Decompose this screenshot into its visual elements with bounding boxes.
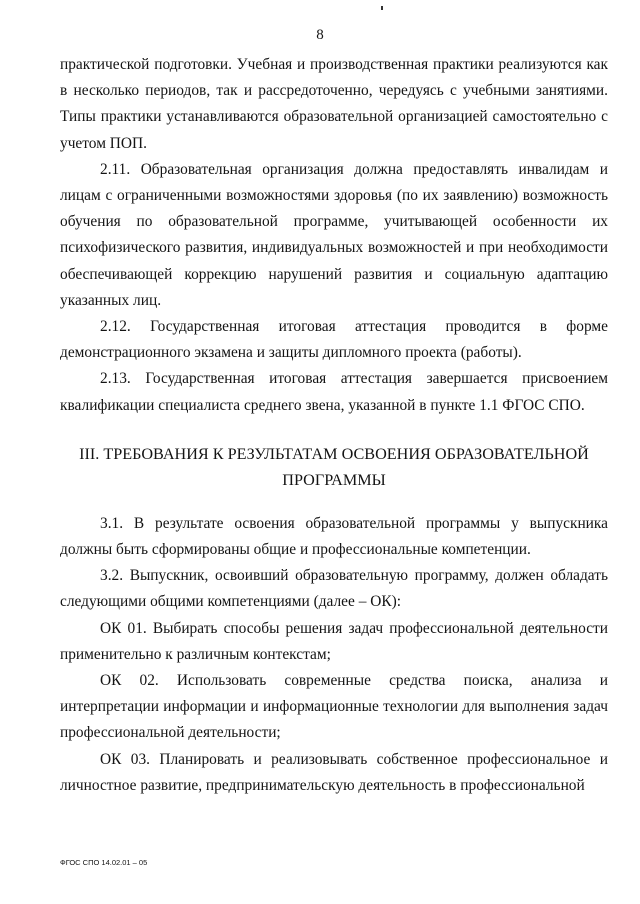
- document-code-footer: ФГОС СПО 14.02.01 – 05: [60, 858, 148, 867]
- paragraph-2-11: 2.11. Образовательная организация должна предоставлять инвалидам и лицам с ограниченными возможностями здоровья (по их заявлению) возможность обучения по образовательной программе, учитывающей особенности их психофизического развития, индивидуальных возможностей и при необходимости обеспечивающей коррекцию нарушений развития и социальную адаптацию указанных лиц.: [60, 160, 608, 309]
- page-number: 8: [316, 27, 324, 43]
- paragraph-continuation: практической подготовки. Учебная и производственная практики реализуются как в несколько периодов, так и рассредоточенно, чередуясь с учебными занятиями. Типы практики устанавливаются образовательной организацией самостоятельно с учетом ПОП.: [60, 56, 608, 152]
- paragraph-2-13: 2.13. Государственная итоговая аттестация завершается присвоением квалификации специалиста среднего звена, указанной в пункте 1.1 ФГОС СПО.: [60, 370, 608, 414]
- document-body: [60, 52, 608, 799]
- paragraph-3-2: 3.2. Выпускник, освоивший образовательную программу, должен обладать следующими общими компетенциями (далее – ОК):: [60, 567, 608, 611]
- paragraph-3-1: 3.1. В результате освоения образовательной программы у выпускника должны быть сформированы общие и профессиональные компетенции.: [60, 514, 608, 559]
- competency-ok-03: ОК 03. Планировать и реализовывать собственное профессиональное и личностное развитие, предпринимательскую деятельность в профессиональной: [60, 750, 608, 794]
- section-heading-line-2: ПРОГРАММЫ: [282, 470, 386, 489]
- section-heading-line-1: III. ТРЕБОВАНИЯ К РЕЗУЛЬТАТАМ ОСВОЕНИЯ ОБРАЗОВАТЕЛЬНОЙ: [79, 444, 589, 463]
- competency-ok-01: ОК 01. Выбирать способы решения задач профессиональной деятельности применительно к различным контекстам;: [60, 619, 608, 663]
- section-heading: [60, 441, 608, 493]
- scan-mark: [381, 6, 383, 10]
- competency-ok-02: ОК 02. Использовать современные средства поиска, анализа и интерпретации информации и информационные технологии для выполнения задач профессиональной деятельности;: [60, 672, 608, 742]
- paragraph-2-12: 2.12. Государственная итоговая аттестация проводится в форме демонстрационного экзамена и защиты дипломного проекта (работы).: [60, 318, 608, 362]
